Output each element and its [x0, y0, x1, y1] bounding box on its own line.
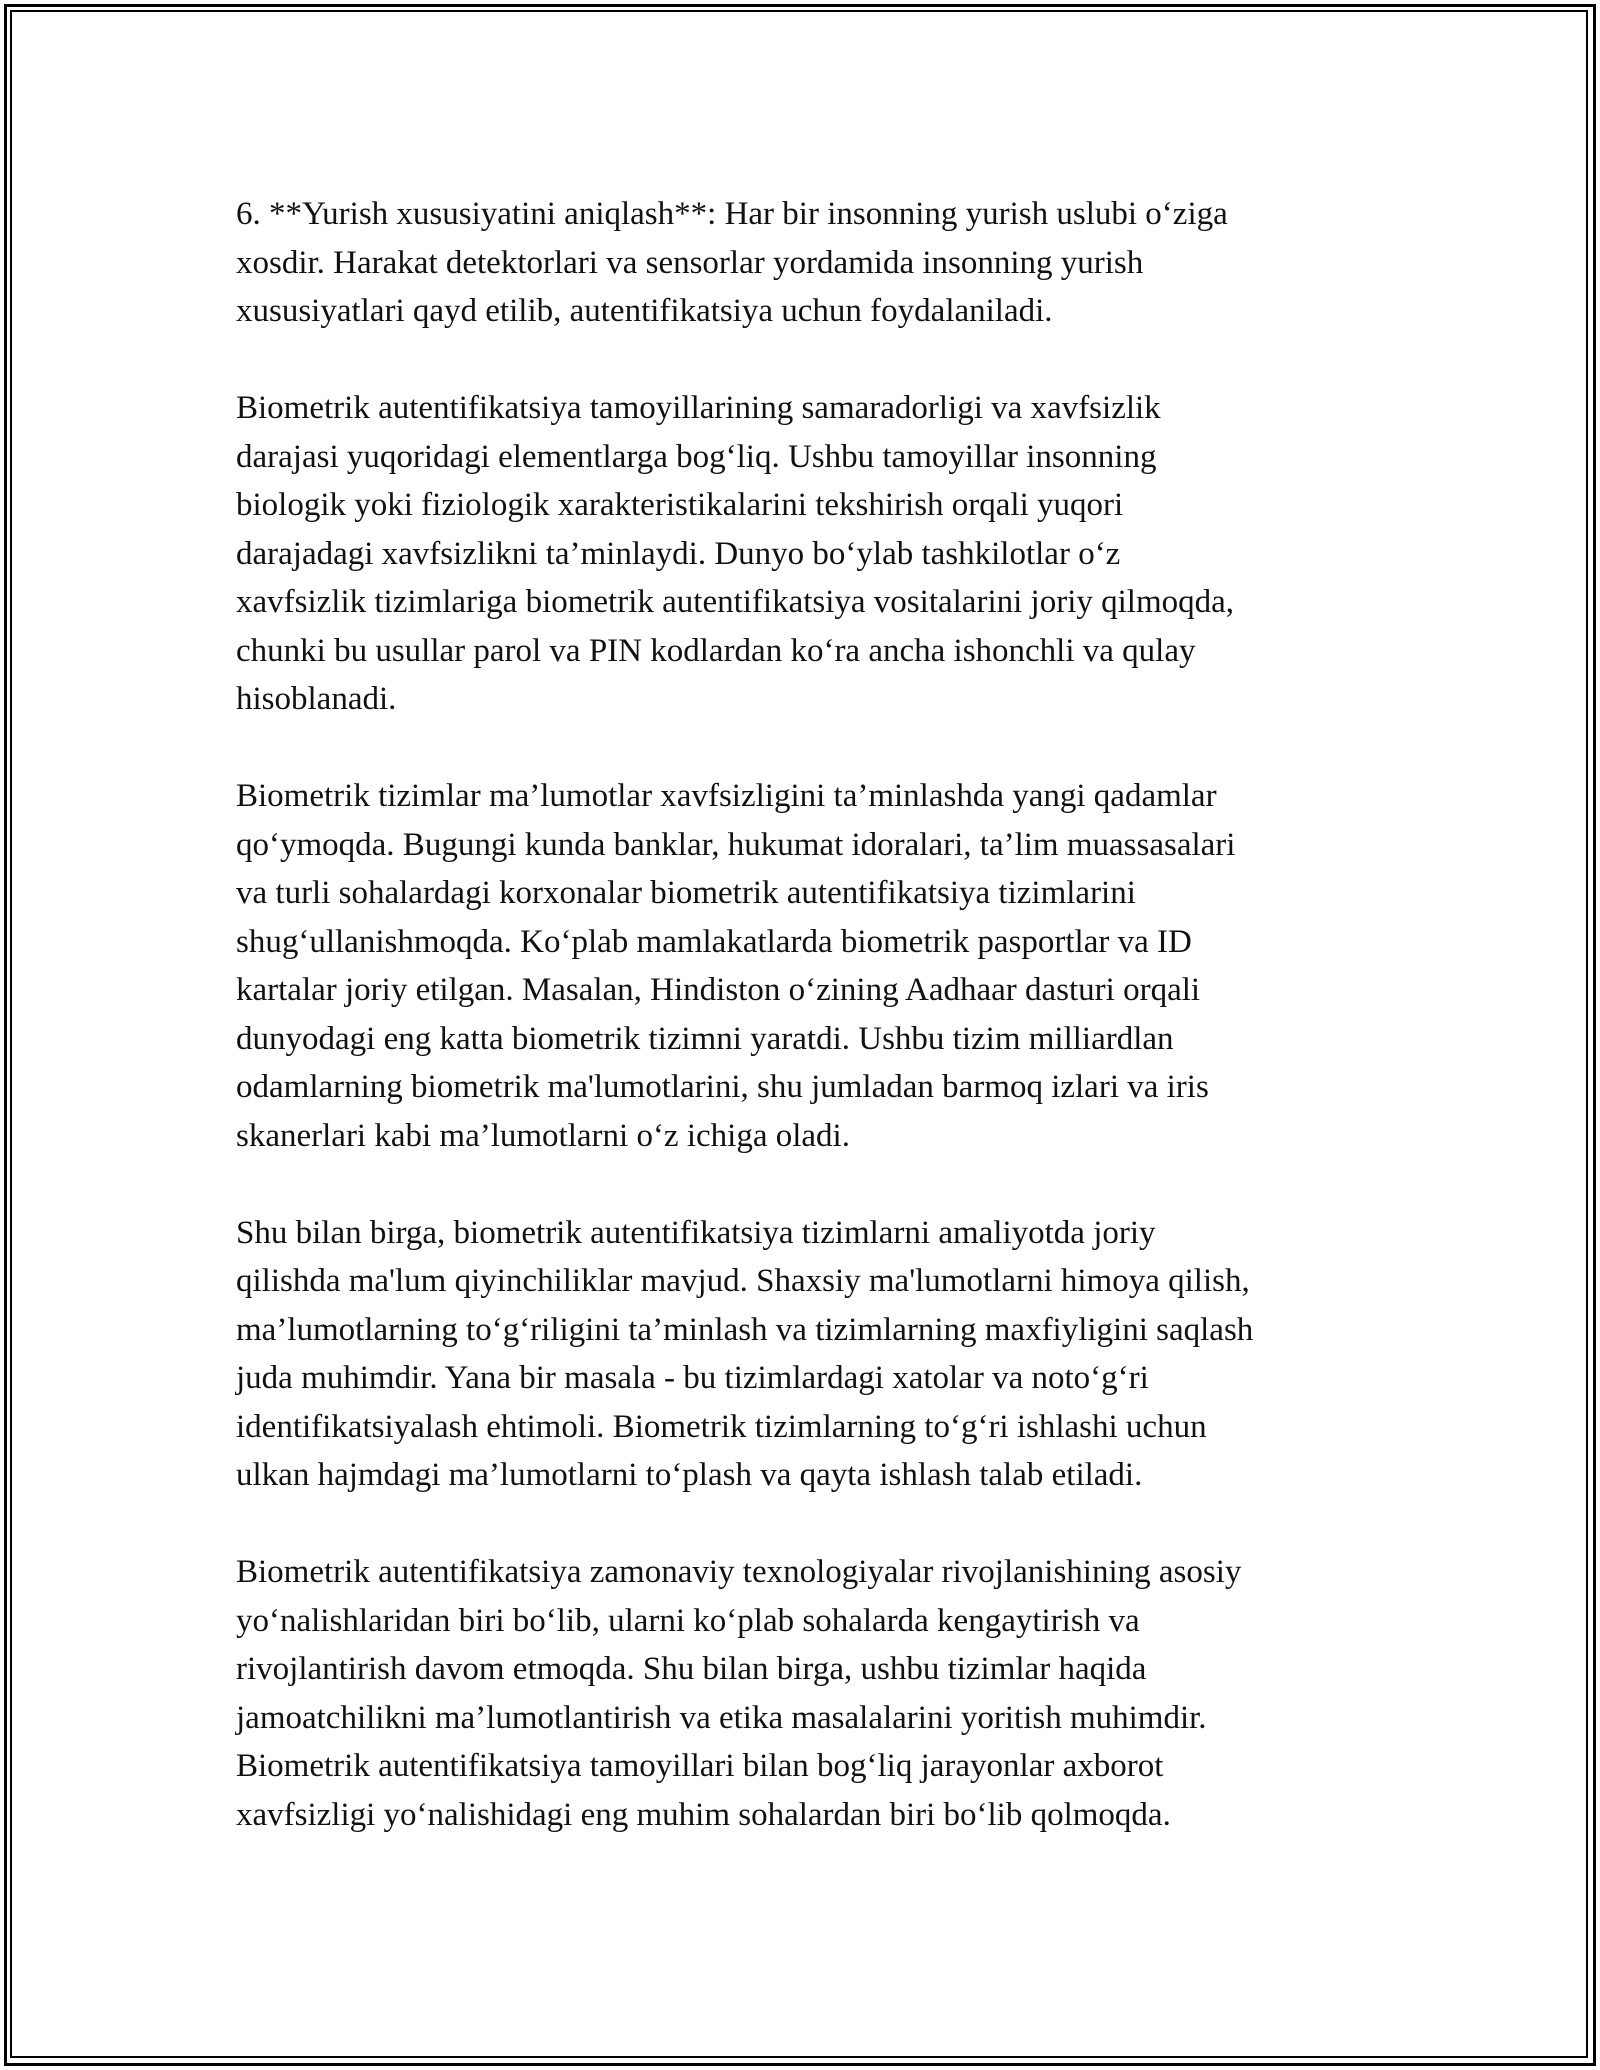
paragraph-gait-recognition: 6. **Yurish xususiyatini aniqlash**: Har bir insonning yurish uslubi o‘ziga xosdir. Harakat detektorlari va sensorlar yordamida insonning yurish xususiyatlari qayd etilib, autentifikatsiya uchun foydalaniladi. — [236, 196, 1228, 329]
document-body — [236, 190, 1386, 1888]
paragraph-biometric-systems: Biometrik tizimlar ma’lumotlar xavfsizligini ta’minlashda yangi qadamlar qo‘ymoqda. Bugungi kunda banklar, hukumat idoralari, ta’lim muassasalari va turli sohalardagi korxonalar biometrik autentifikatsiya tizimlarini shug‘ullanishmoqda. Ko‘plab mamlakatlarda biometrik pasportlar va ID kartalar joriy etilgan. Masalan, Hindiston o‘zining Aadhaar dasturi orqali dunyodagi eng katta biometrik tizimni yaratdi. Ushbu tizim milliardlan odamlarning biometrik ma'lumotlarini, shu jumladan barmoq izlari va iris skanerlari kabi ma’lumotlarni o‘z ichiga oladi. — [236, 778, 1236, 1154]
paragraph-conclusion: Biometrik autentifikatsiya zamonaviy texnologiyalar rivojlanishining asosiy yo‘nalishlaridan biri bo‘lib, ularni ko‘plab sohalarda kengaytirish va rivojlantirish davom etmoqda. Shu bilan birga, ushbu tizimlar haqida jamoatchilikni ma’lumotlantirish va etika masalalarini yoritish muhimdir. Biometrik autentifikatsiya tamoyillari bilan bog‘liq jarayonlar axborot xavfsizligi yo‘nalishidagi eng muhim sohalardan biri bo‘lib qolmoqda. — [236, 1554, 1242, 1833]
paragraph-challenges: Shu bilan birga, biometrik autentifikatsiya tizimlarni amaliyotda joriy qilishda ma'lum qiyinchiliklar mavjud. Shaxsiy ma'lumotlarni himoya qilish, ma’lumotlarning to‘g‘riligini ta’minlash va tizimlarning maxfiyligini saqlash juda muhimdir. Yana bir masala - bu tizimlardagi xatolar va noto‘g‘ri identifikatsiyalash ehtimoli. Biometrik tizimlarning to‘g‘ri ishlashi uchun ulkan hajmdagi ma’lumotlarni to‘plash va qayta ishlash talab etiladi. — [236, 1214, 1254, 1493]
paragraph-effectiveness: Biometrik autentifikatsiya tamoyillarining samaradorligi va xavfsizlik darajasi yuqoridagi elementlarga bog‘liq. Ushbu tamoyillar insonning biologik yoki fiziologik xarakteristikalarini tekshirish orqali yuqori darajadagi xavfsizlikni ta’minlaydi. Dunyo bo‘ylab tashkilotlar o‘z xavfsizlik tizimlariga biometrik autentifikatsiya vositalarini joriy qilmoqda, chunki bu usullar parol va PIN kodlardan ko‘ra ancha ishonchli va qulay hisoblanadi. — [236, 390, 1235, 717]
